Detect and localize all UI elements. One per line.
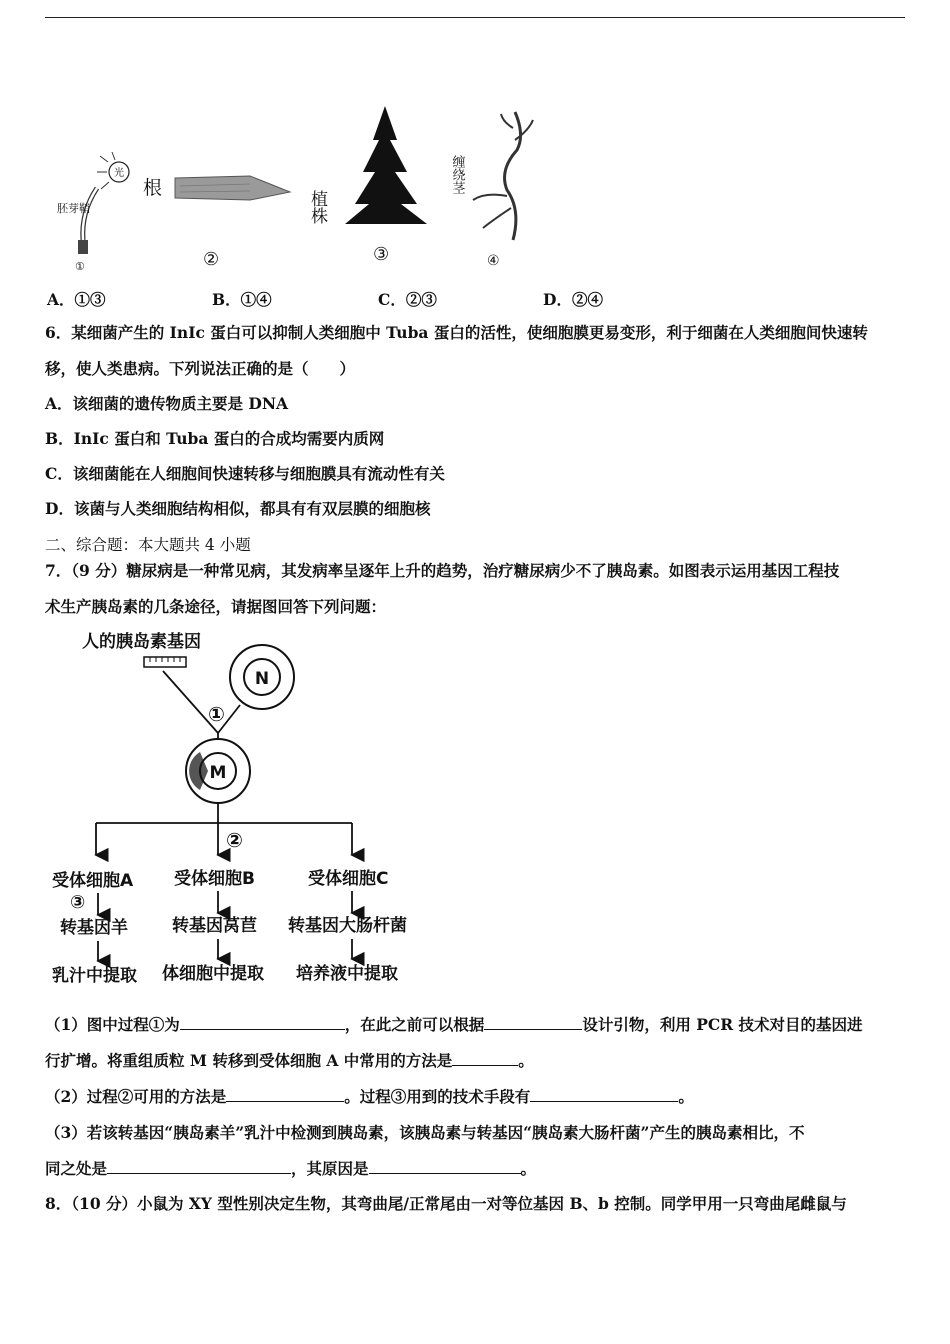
option-b: B．①④ bbox=[212, 290, 272, 309]
coleoptile-light-illustration bbox=[57, 152, 129, 273]
recipient-c: 受体细胞C bbox=[308, 869, 389, 889]
plasmid-n-label: N bbox=[254, 669, 270, 689]
q7-part2: （2）过程②可用的方法是 。过程③用到的技术手段有 。 bbox=[45, 1087, 694, 1106]
answer-blank-2[interactable] bbox=[484, 1015, 582, 1030]
extract-a: 乳汁中提取 bbox=[52, 966, 137, 986]
q6-option-d: D．该菌与人类细胞结构相似，都具有有双层膜的细胞核 bbox=[45, 499, 431, 518]
root-illustration bbox=[143, 176, 290, 270]
light-label: 光 bbox=[114, 168, 124, 179]
q7-part3-line1: （3）若该转基因“胰岛素羊”乳汁中检测到胰岛素，该胰岛素与转基因“胰岛素大肠杆菌”产生的胰岛素相比，不 bbox=[45, 1123, 805, 1142]
gene-title: 人的胰岛素基因 bbox=[82, 632, 201, 652]
q7-part1-line2: 行扩增。将重组质粒 M 转移到受体细胞 A 中常用的方法是 。 bbox=[45, 1051, 534, 1070]
extract-b: 体细胞中提取 bbox=[162, 964, 264, 984]
vine-label: 缠绕茎 bbox=[449, 155, 465, 194]
q6-stem-line2: 移，使人类患病。下列说法正确的是（ ） bbox=[45, 359, 356, 378]
recipient-b: 受体细胞B bbox=[174, 869, 255, 889]
root-label: 根 bbox=[143, 177, 163, 199]
step-2: ② bbox=[226, 828, 243, 852]
transgenic-c: 转基因大肠杆菌 bbox=[288, 916, 407, 936]
fig1-num-4: ④ bbox=[487, 253, 500, 269]
step-3: ③ bbox=[70, 892, 86, 913]
q7-part1-line1: （1）图中过程①为 ，在此之前可以根据 设计引物，利用 PCR 技术对目的基因进 bbox=[45, 1015, 863, 1034]
answer-blank-6[interactable] bbox=[107, 1159, 291, 1174]
plant-label: 植株 bbox=[307, 190, 327, 224]
extract-c: 培养液中提取 bbox=[296, 964, 398, 984]
q7-stem-line1: 7．（9 分）糖尿病是一种常见病，其发病率呈逐年上升的趋势，治疗糖尿病少不了胰岛素。如图表示运用基因工程技 bbox=[45, 561, 840, 580]
header-rule bbox=[45, 17, 905, 18]
answer-blank-3[interactable] bbox=[452, 1051, 518, 1066]
q6-option-a: A．该细菌的遗传物质主要是 DNA bbox=[45, 394, 289, 413]
answer-blank-7[interactable] bbox=[369, 1159, 521, 1174]
transgenic-a: 转基因羊 bbox=[60, 918, 128, 938]
fig1-num-2: ② bbox=[203, 249, 220, 270]
fig1-num-1: ① bbox=[75, 260, 85, 273]
option-d: D．②④ bbox=[543, 290, 603, 309]
answer-blank-5[interactable] bbox=[530, 1087, 678, 1102]
q7-stem-line2: 术生产胰岛素的几条途径，请据图回答下列问题： bbox=[45, 597, 387, 616]
gene-engineering-diagram bbox=[40, 625, 430, 1000]
q8-stem-line1: 8．（10 分）小鼠为 XY 型性别决定生物，其弯曲尾/正常尾由一对等位基因 B、b 控制。同学甲用一只弯曲尾雌鼠与 bbox=[45, 1194, 847, 1213]
step-1: ① bbox=[208, 702, 225, 726]
plant-illustration bbox=[307, 106, 427, 265]
tropism-figure bbox=[45, 100, 545, 280]
q6-option-c: C．该细菌能在人细胞间快速转移与细胞膜具有流动性有关 bbox=[45, 464, 445, 483]
section-heading: 二、综合题：本大题共 4 小题 bbox=[45, 536, 251, 554]
answer-blank-4[interactable] bbox=[226, 1087, 344, 1102]
q6-option-b: B．InIc 蛋白和 Tuba 蛋白的合成均需要内质网 bbox=[45, 429, 385, 448]
plasmid-m-label: M bbox=[209, 763, 227, 783]
twining-stem-illustration bbox=[450, 112, 534, 269]
q6-stem-line1: 6．某细菌产生的 InIc 蛋白可以抑制人类细胞中 Tuba 蛋白的活性，使细胞膜更易变形，利于细菌在人类细胞间快速转 bbox=[45, 323, 868, 342]
recipient-a: 受体细胞A bbox=[52, 871, 134, 891]
option-a: A．①③ bbox=[47, 290, 106, 309]
fig1-num-3: ③ bbox=[373, 244, 390, 265]
answer-blank-1[interactable] bbox=[180, 1015, 345, 1030]
coleoptile-label: 胚芽鞘 bbox=[57, 202, 90, 215]
option-c: C．②③ bbox=[378, 290, 437, 309]
transgenic-b: 转基因莴苣 bbox=[172, 916, 257, 936]
q7-part3-line2: 同之处是 ，其原因是 。 bbox=[45, 1159, 537, 1178]
